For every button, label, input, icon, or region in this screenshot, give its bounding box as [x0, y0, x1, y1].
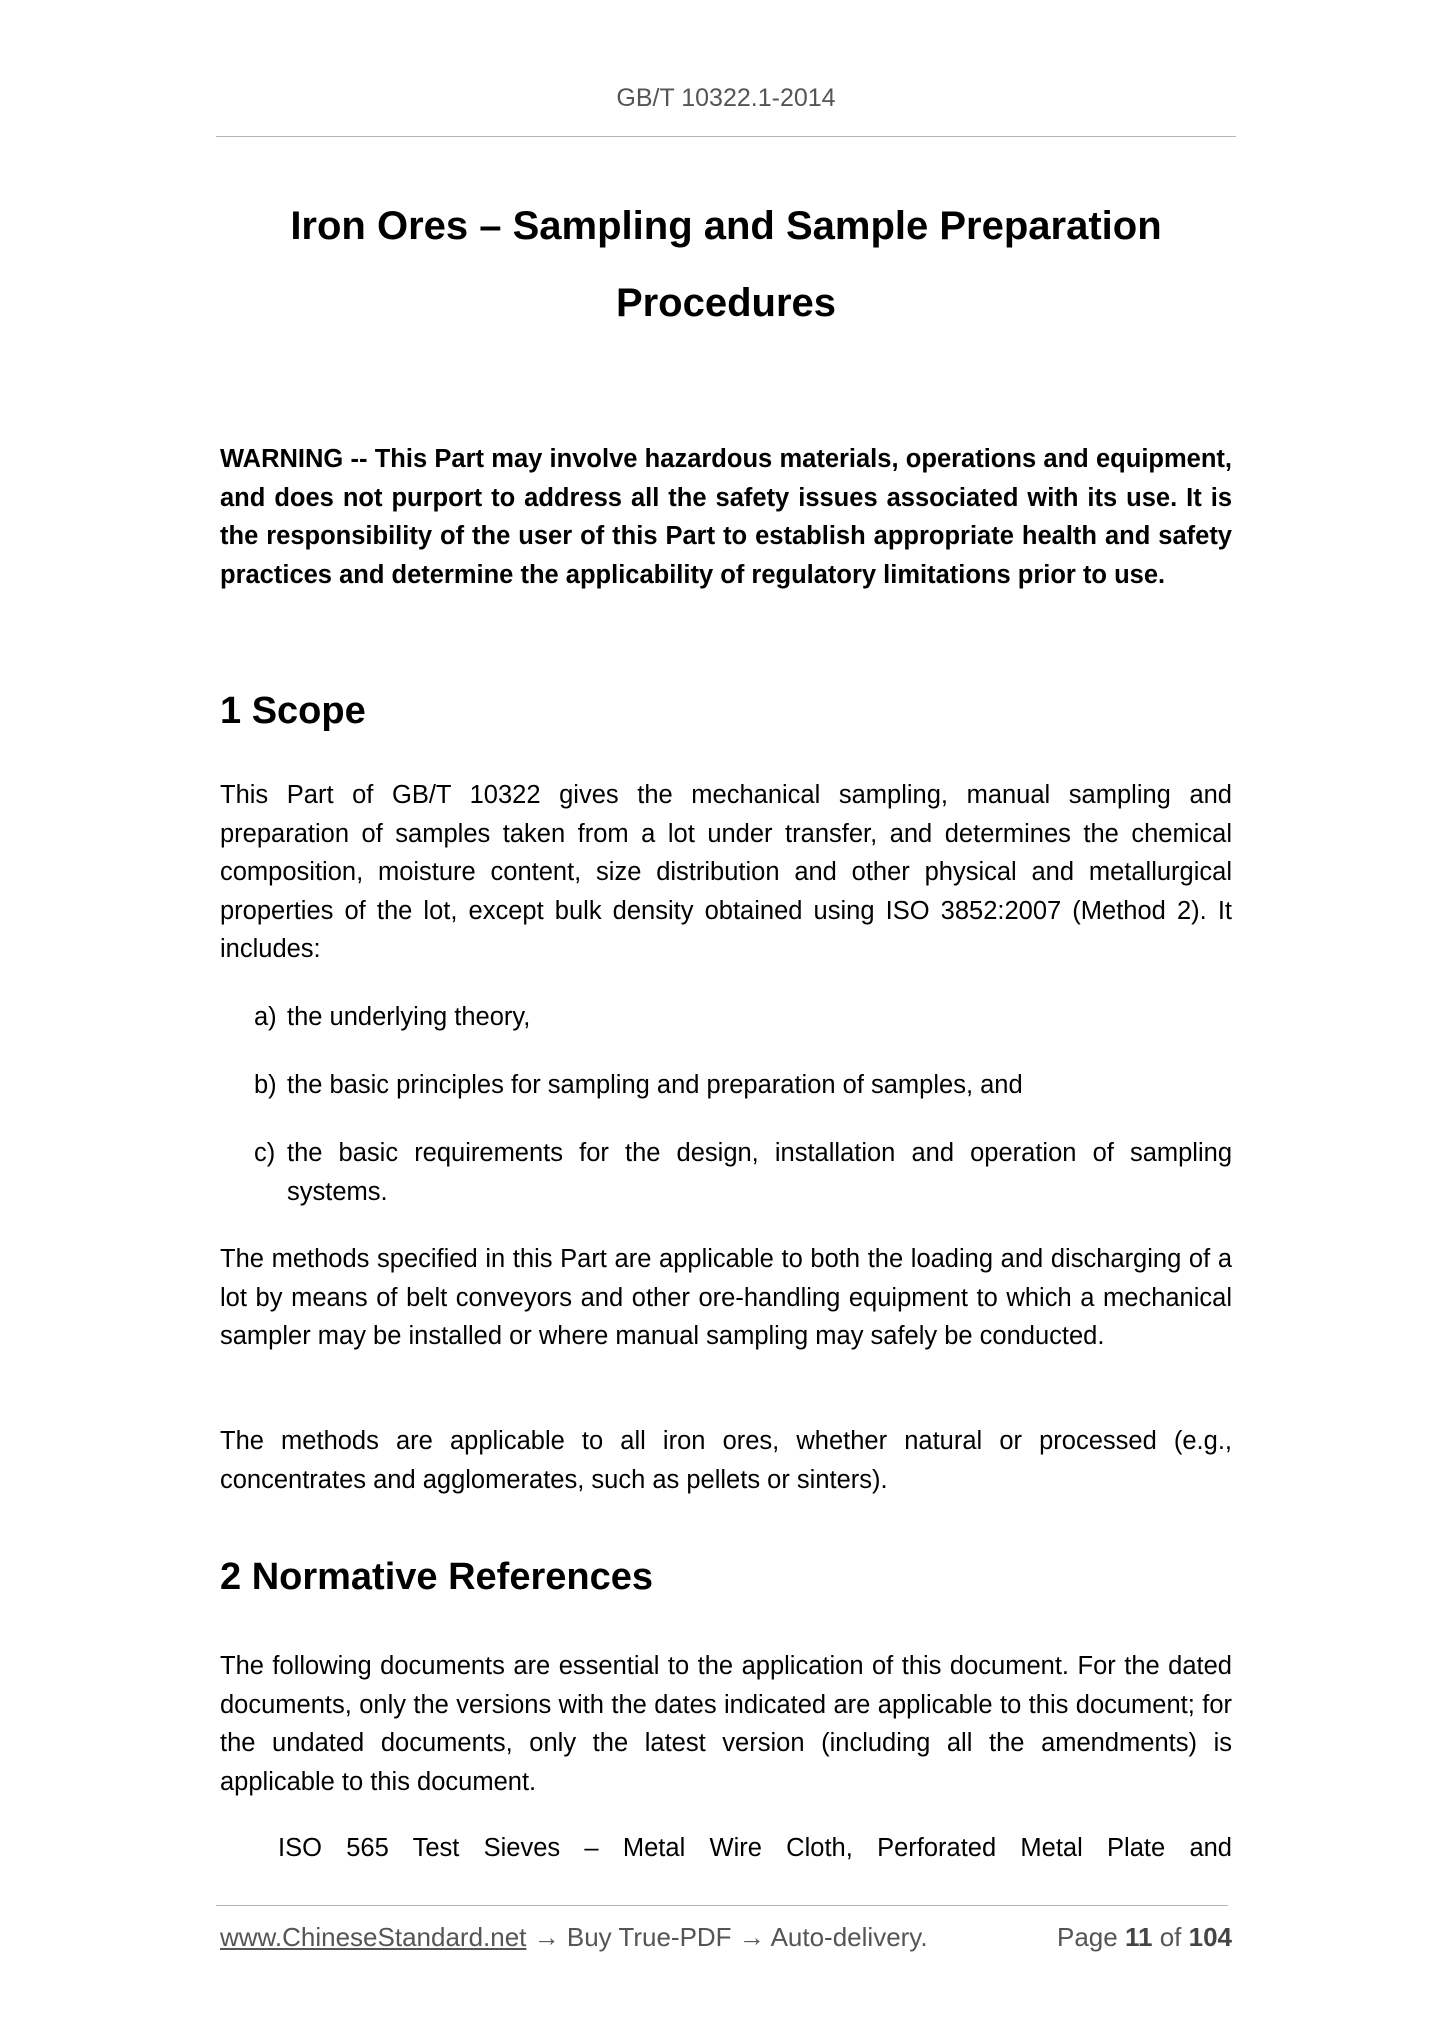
- scope-list-item-a: [254, 998, 1232, 1037]
- footer-promo: [220, 1922, 928, 1953]
- warning-paragraph: WARNING -- This Part may involve hazardous materials, operations and equipment, and does not purport to address all the safety issues associated with its use. It is the responsibility of the user of this Part to establish appropriate health and safety practices and determine the applicability of regulatory limitations prior to use.: [220, 445, 1232, 589]
- document-title: [216, 188, 1236, 342]
- reference-iso-565: ISO 565 Test Sieves – Metal Wire Cloth, Perforated Metal Plate and: [278, 1834, 1232, 1862]
- list-item-text: the basic requirements for the design, installation and operation of sampling systems.: [287, 1139, 1232, 1206]
- scope-applicability-paragraph: The methods are applicable to all iron ores, whether natural or processed (e.g., concentrates and agglomerates, such as pellets or sinters).: [220, 1427, 1232, 1494]
- scope-list-item-c: [254, 1134, 1232, 1211]
- header-divider: [216, 136, 1236, 137]
- document-title-line2: Procedures: [615, 281, 837, 325]
- scope-methods-paragraph: The methods specified in this Part are applicable to both the loading and discharging of a lot by means of belt conveyors and other ore-handling equipment to which a mechanical sampler may be installed or where manual sampling may safely be conducted.: [220, 1245, 1232, 1350]
- normative-references-intro: The following documents are essential to the application of this document. For the dated documents, only the versions with the dates indicated are applicable to this document; for the undated documents, only the latest version (including all the amendments) is applicable to this document.: [220, 1652, 1232, 1796]
- list-marker: a): [254, 1003, 277, 1031]
- list-marker: b): [254, 1071, 277, 1099]
- total-pages: 104: [1188, 1922, 1232, 1952]
- list-item-text: the underlying theory,: [287, 1003, 531, 1031]
- scope-intro-paragraph: This Part of GB/T 10322 gives the mechanical sampling, manual sampling and preparation of samples taken from a lot under transfer, and determines the chemical composition, moisture content, size distribution and other physical and metallurgical properties of the lot, except bulk density obtained using ISO 3852:2007 (Method 2). It includes:: [220, 781, 1232, 963]
- page-header-standard-id: GB/T 10322.1-2014: [616, 84, 836, 112]
- document-title-line1: Iron Ores – Sampling and Sample Preparation: [290, 204, 1162, 248]
- list-marker: c): [254, 1139, 276, 1167]
- footer-promo-text: → Buy True-PDF → Auto-delivery.: [526, 1922, 928, 1952]
- footer-divider: [216, 1905, 1228, 1906]
- of-label: of: [1159, 1922, 1182, 1952]
- footer-website-link[interactable]: www.ChineseStandard.net: [220, 1922, 527, 1952]
- page-footer: [220, 1922, 1232, 1953]
- page-label: Page: [1056, 1922, 1118, 1952]
- page-number: 11: [1124, 1922, 1153, 1952]
- page-indicator: [1057, 1922, 1232, 1953]
- list-item-text: the basic principles for sampling and preparation of samples, and: [287, 1071, 1023, 1099]
- section-1-heading: 1 Scope: [220, 690, 366, 732]
- scope-list-item-b: [254, 1066, 1232, 1105]
- section-2-heading: 2 Normative References: [220, 1556, 653, 1598]
